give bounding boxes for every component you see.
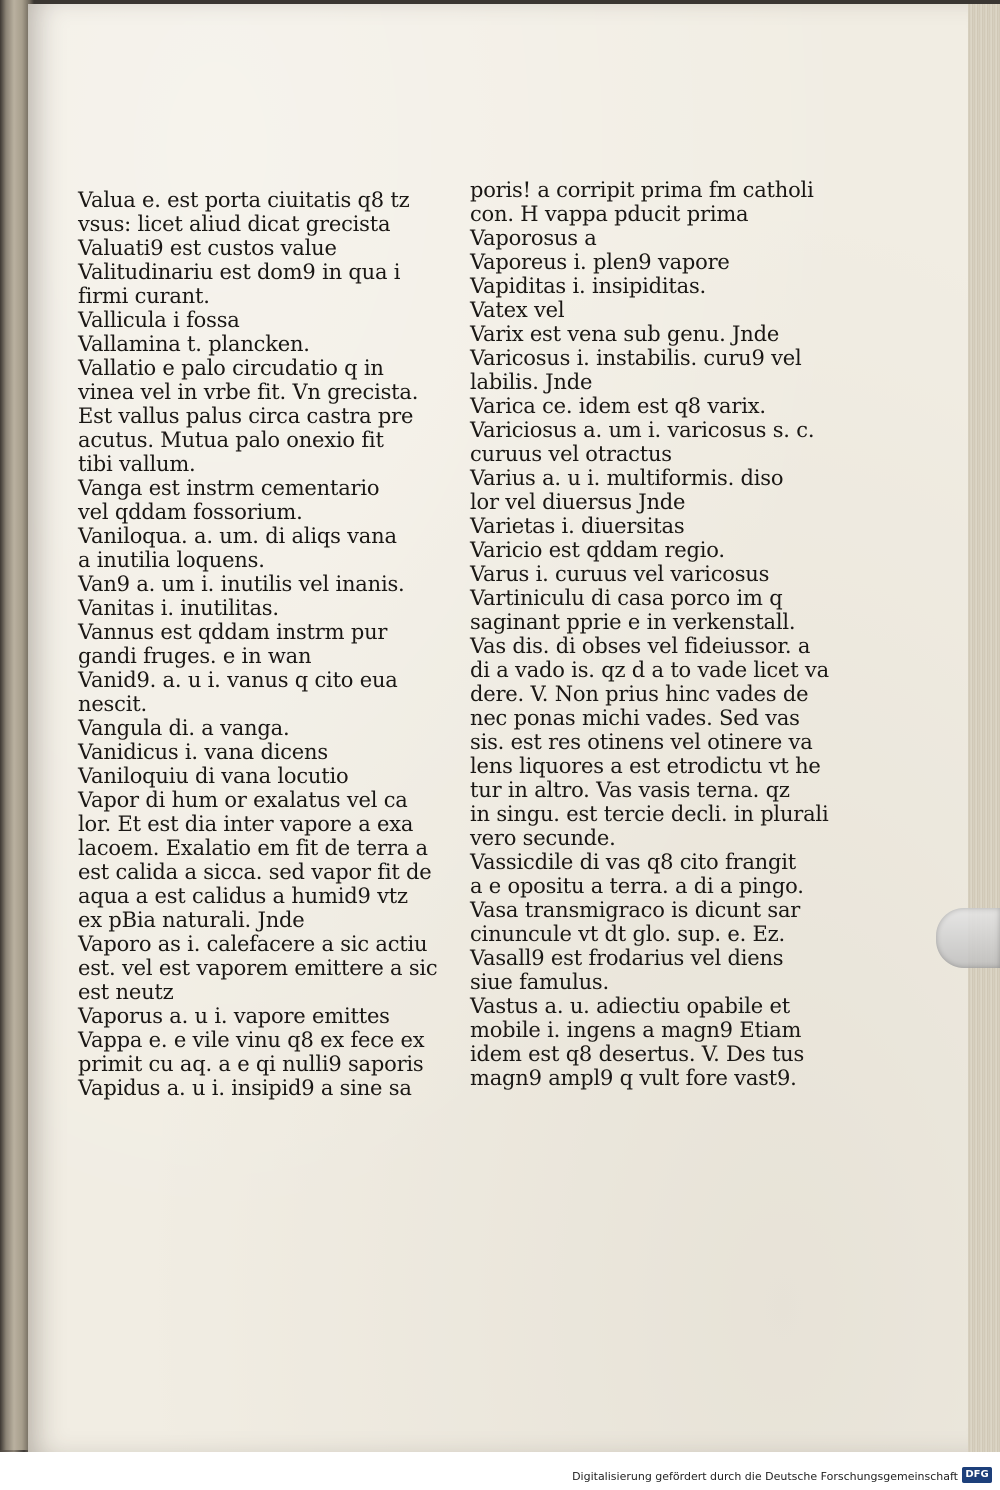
page-fore-edge (968, 4, 1000, 1452)
text-line: vero secunde. (470, 826, 616, 850)
text-line: idem est q8 desertus. V. Des tus (470, 1042, 805, 1066)
text-line: Valua e. est porta ciuitatis q8 tz (78, 188, 410, 212)
text-line: primit cu aq. a e qi nulli9 saporis (78, 1052, 424, 1076)
text-line: acutus. Mutua palo onexio fit (78, 428, 384, 452)
text-line: Vanitas i. inutilitas. (78, 596, 279, 620)
text-line: nec ponas michi vades. Sed vas (470, 706, 800, 730)
text-line: curuus vel otractus (470, 442, 672, 466)
text-line: poris! a corripit prima fm catholi (470, 178, 814, 202)
text-line: saginant pprie e in verkenstall. (470, 610, 796, 634)
text-line: Vangula di. a vanga. (78, 716, 290, 740)
text-line: Vallicula i fossa (78, 308, 240, 332)
text-line: aqua a est calidus a humid9 vtz (78, 884, 408, 908)
text-line: lor. Et est dia inter vapore a exa (78, 812, 414, 836)
text-line: Vasa transmigraco is dicunt sar (470, 898, 801, 922)
text-line: Vanidicus i. vana dicens (78, 740, 328, 764)
text-line: Est vallus palus circa castra pre (78, 404, 414, 428)
text-line: tur in altro. Vas vasis terna. qz (470, 778, 790, 802)
text-line: Vassicdile di vas q8 cito frangit (470, 850, 797, 874)
text-line: Variciosus a. um i. varicosus s. c. (470, 418, 815, 442)
text-line: Van9 a. um i. inutilis vel inanis. (78, 572, 405, 596)
text-line: Vappa e. e vile vinu q8 ex fece ex (78, 1028, 425, 1052)
text-line: Varica ce. idem est q8 varix. (470, 394, 766, 418)
text-line: nescit. (78, 692, 147, 716)
text-line: Vaporo as i. calefacere a sic actiu (78, 932, 428, 956)
text-line: gandi fruges. e in wan (78, 644, 312, 668)
text-line: labilis. Jnde (470, 370, 593, 394)
text-line: mobile i. ingens a magn9 Etiam (470, 1018, 802, 1042)
text-line: est. vel est vaporem emittere a sic (78, 956, 438, 980)
right-text-column (470, 178, 829, 1090)
text-line: vsus: licet aliud dicat grecista (78, 212, 391, 236)
text-line: Vaniloqua. a. um. di aliqs vana (78, 524, 397, 548)
text-line: dere. V. Non prius hinc vades de (470, 682, 809, 706)
text-line: in singu. est tercie decli. in plurali (470, 802, 829, 826)
text-line: Vannus est qddam instrm pur (78, 620, 388, 644)
text-line: Vartiniculu di casa porco im q (470, 586, 783, 610)
text-line: Vapidus a. u i. insipid9 a sine sa (78, 1076, 412, 1100)
text-line: magn9 ampl9 q vult fore vast9. (470, 1066, 797, 1090)
text-line: Vallamina t. plancken. (78, 332, 310, 356)
text-line: Vaporeus i. plen9 vapore (470, 250, 730, 274)
text-line: Vallatio e palo circudatio q in (78, 356, 384, 380)
text-line: Vasall9 est frodarius vel diens (470, 946, 784, 970)
text-line: siue famulus. (470, 970, 609, 994)
text-line: con. H vappa pducit prima (470, 202, 749, 226)
text-line: Valitudinariu est dom9 in qua i (78, 260, 401, 284)
text-line: est neutz (78, 980, 174, 1004)
text-line: Vastus a. u. adiectiu opabile et (470, 994, 790, 1018)
text-line: Varicio est qddam regio. (470, 538, 725, 562)
text-line: Valuati9 est custos value (78, 236, 337, 260)
text-line: ex pBia naturali. Jnde (78, 908, 305, 932)
text-line: vinea vel in vrbe fit. Vn grecista. (78, 380, 419, 404)
text-line: Vapor di hum or exalatus vel ca (78, 788, 408, 812)
text-line: Varius a. u i. multiformis. diso (470, 466, 784, 490)
text-line: Varietas i. diuersitas (470, 514, 685, 538)
page-marker-tab (936, 908, 1000, 968)
text-line: Varus i. curuus vel varicosus (470, 562, 770, 586)
text-line: cinuncule vt dt glo. sup. e. Ez. (470, 922, 786, 946)
text-line: di a vado is. qz d a to vade licet va (470, 658, 829, 682)
text-line: lens liquores a est etrodictu vt he (470, 754, 821, 778)
text-line: tibi vallum. (78, 452, 196, 476)
text-line: sis. est res otinens vel otinere va (470, 730, 813, 754)
text-line: Varicosus i. instabilis. curu9 vel (470, 346, 802, 370)
text-line: Vaporus a. u i. vapore emittes (78, 1004, 390, 1028)
text-line: Vatex vel (470, 298, 565, 322)
previous-page-edge (0, 0, 30, 1450)
text-line: Vaniloquiu di vana locutio (78, 764, 349, 788)
digitization-credit: Digitalisierung gefördert durch die Deutsche Forschungsgemeinschaft (572, 1470, 958, 1483)
text-line: Vas dis. di obses vel fideiussor. a (470, 634, 811, 658)
text-line: firmi curant. (78, 284, 210, 308)
text-line: Vanga est instrm cementario (78, 476, 380, 500)
text-line: Vapiditas i. insipiditas. (470, 274, 707, 298)
text-line: Vanid9. a. u i. vanus q cito eua (78, 668, 398, 692)
left-text-column (78, 188, 438, 1100)
text-line: est calida a sicca. sed vapor fit de (78, 860, 432, 884)
text-line: Vaporosus a (470, 226, 597, 250)
dfg-logo: DFG (962, 1467, 992, 1483)
text-line: Varix est vena sub genu. Jnde (470, 322, 780, 346)
text-line: vel qddam fossorium. (78, 500, 303, 524)
text-line: lor vel diuersus Jnde (470, 490, 686, 514)
text-line: a e opositu a terra. a di a pingo. (470, 874, 804, 898)
text-line: lacoem. Exalatio em fit de terra a (78, 836, 428, 860)
text-line: a inutilia loquens. (78, 548, 265, 572)
